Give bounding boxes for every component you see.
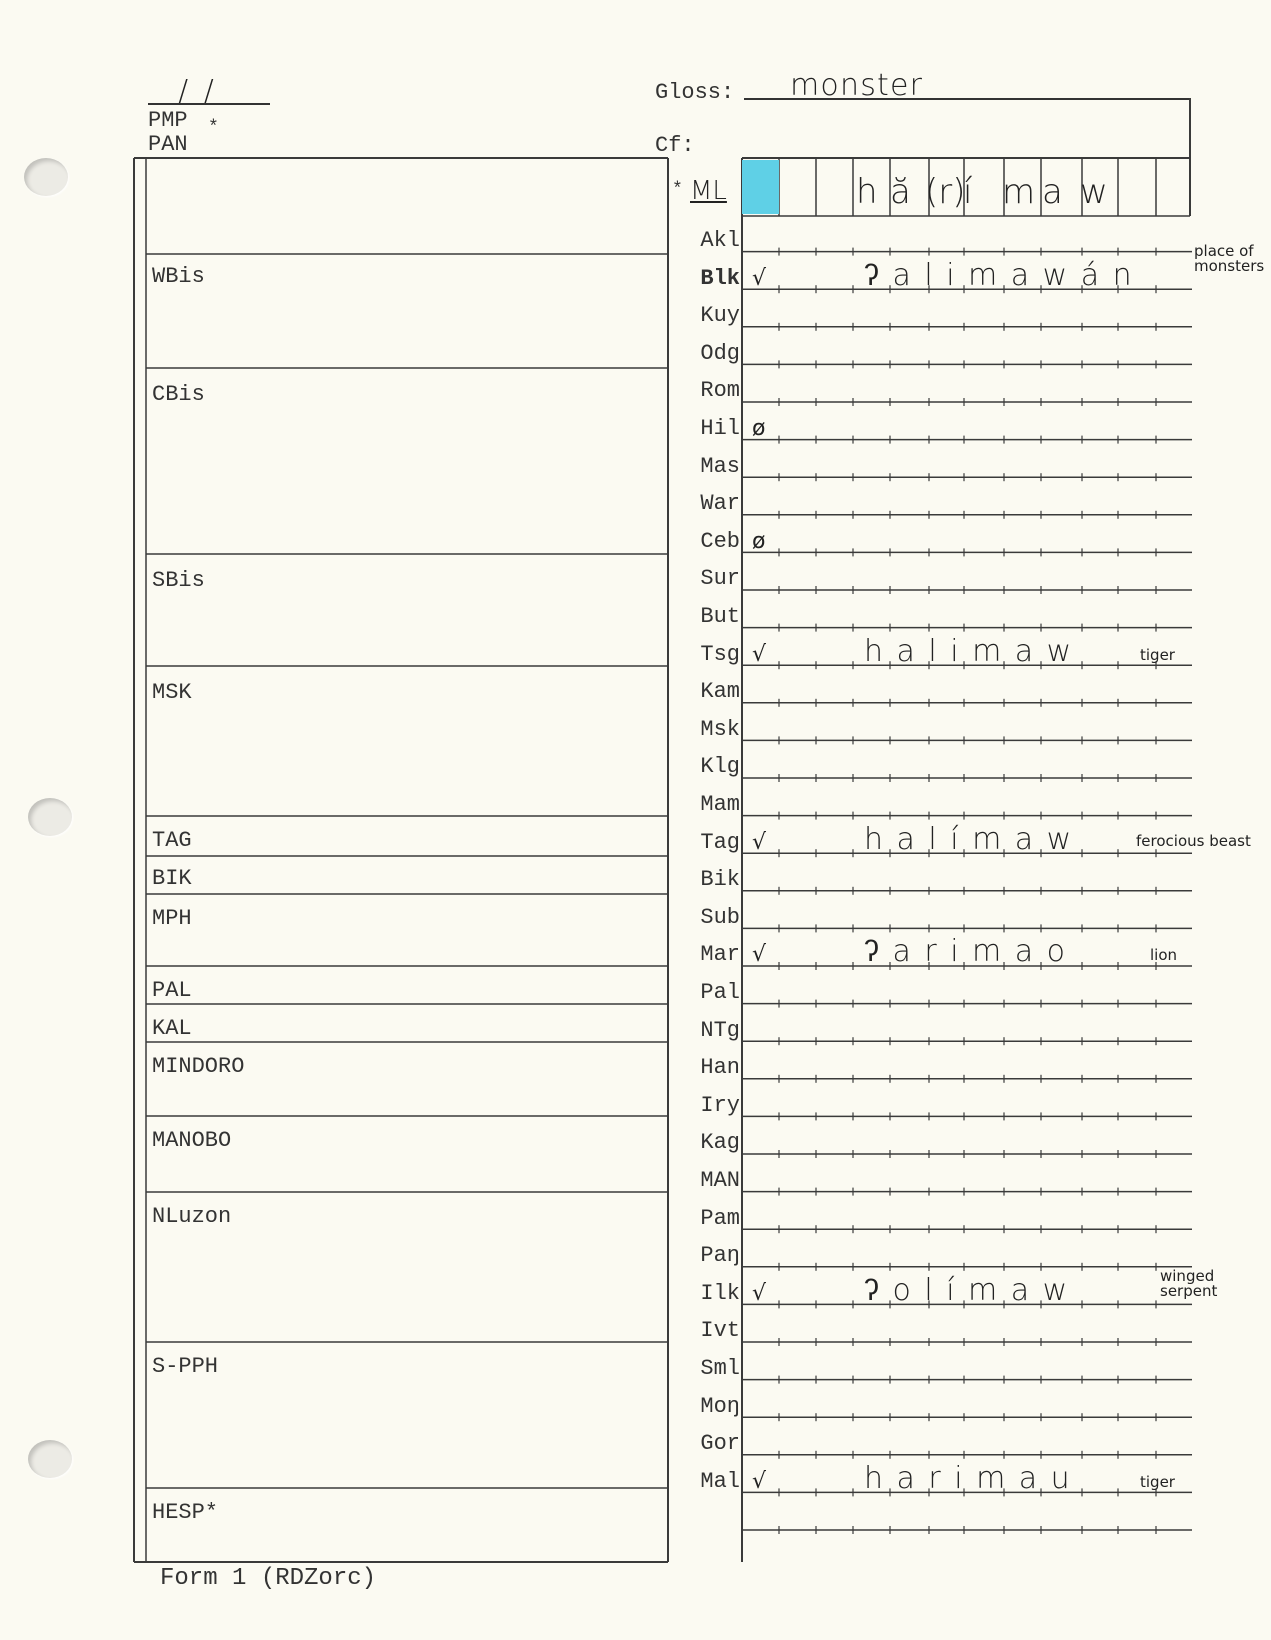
language-abbr: Ivt [700,1318,740,1344]
cognate-check: √ [752,265,767,291]
language-abbr: Pal [700,980,740,1005]
language-abbr: Odg [700,340,740,366]
language-abbr: Mal [700,1468,740,1494]
cognate-form: ʔolímaw [864,1272,1081,1308]
form-label: Form 1 (RDZorc) [160,1565,377,1592]
cognate-check: √ [752,942,767,968]
language-abbr: Kag [700,1130,740,1156]
group-label: MSK [152,680,192,705]
group-label: HESP* [152,1500,219,1525]
cognate-form: halimaw [864,633,1085,669]
language-abbr: Kuy [700,303,740,329]
group-label: S-PPH [152,1354,219,1379]
group-label: MANOBO [152,1128,232,1153]
language-abbr: Kam [700,679,740,705]
language-abbr: Mas [700,453,740,479]
date-field: / / [178,74,217,109]
language-abbr: Rom [700,378,740,404]
cognate-form: ʔalimawán [864,257,1146,293]
reconstruction-segment: h [856,172,878,212]
cognate-check: √ [752,1280,767,1306]
language-abbr: Klg [700,754,740,780]
gloss-note: lion [1150,946,1178,965]
gloss-note: winged serpent [1160,1266,1218,1300]
cognate-form: halímaw [864,821,1085,857]
cognate-check: √ [752,1468,767,1494]
reconstruction-segment: (r) [925,172,966,212]
group-label: CBis [152,382,205,407]
cognate-check: √ [752,641,767,667]
group-label: KAL [152,1016,192,1041]
reconstruction-segment: m [1002,172,1036,212]
language-abbr: Moŋ [700,1393,740,1419]
language-abbr: But [700,604,740,629]
cf-label: Cf: [655,133,695,158]
language-abbr: Mam [700,792,740,817]
language-abbr: Gor [700,1431,740,1457]
group-label: MPH [152,906,192,931]
language-abbr: Ceb [700,528,740,554]
language-abbr: Tag [700,829,740,855]
language-abbr: Hil [700,416,740,441]
cognate-check: ø [752,416,766,441]
pan-label: PAN [148,132,188,157]
language-abbr: NTg [700,1017,740,1043]
gloss-note: place of monsters [1194,241,1265,275]
group-label: TAG [152,828,192,853]
ml-asterisk: * [672,180,683,200]
reconstruction-segment: w [1080,172,1108,212]
group-label: WBis [152,264,205,289]
gloss-note: tiger [1140,645,1175,664]
gloss-label: Gloss: [655,80,735,105]
reconstruction-segment: í [963,172,973,212]
gloss-value: monster [790,68,924,103]
language-abbr: MAN [700,1168,740,1193]
group-label: NLuzon [152,1204,232,1229]
language-abbr: Mar [700,942,740,968]
reconstruction-highlight-cell [742,160,779,214]
language-abbr: Ilk [700,1280,740,1306]
language-abbr: War [700,491,740,517]
language-abbr: Iry [700,1092,740,1118]
language-abbr: Pam [700,1205,740,1231]
header-asterisk: * [208,118,219,138]
cognate-check: ø [752,528,766,554]
cognate-form: ʔarimao [864,934,1079,970]
group-label: PAL [152,978,192,1003]
group-label: BIK [152,866,192,891]
group-label: MINDORO [152,1054,245,1079]
gloss-note: ferocious beast [1136,831,1251,850]
pmp-label: PMP [148,108,188,133]
group-label: SBis [152,568,205,593]
reconstruction-segment: a [1042,172,1063,212]
reconstruction-segment: ă [890,172,911,212]
language-abbr: Msk [700,716,740,742]
language-abbr: Han [700,1055,740,1081]
gloss-note: tiger [1140,1472,1175,1491]
language-abbr: Sml [700,1356,740,1381]
language-abbr: Tsg [700,641,740,667]
language-abbr: Akl [700,228,740,253]
language-abbr: Paŋ [700,1243,740,1269]
language-abbr: Bik [700,867,740,893]
language-abbr: Sub [700,904,740,930]
ml-label: ML [690,176,727,206]
language-abbr: Sur [700,566,740,592]
cognate-form: harimau [864,1460,1084,1496]
cognate-check: √ [752,829,767,855]
language-abbr: Blk [700,265,740,291]
